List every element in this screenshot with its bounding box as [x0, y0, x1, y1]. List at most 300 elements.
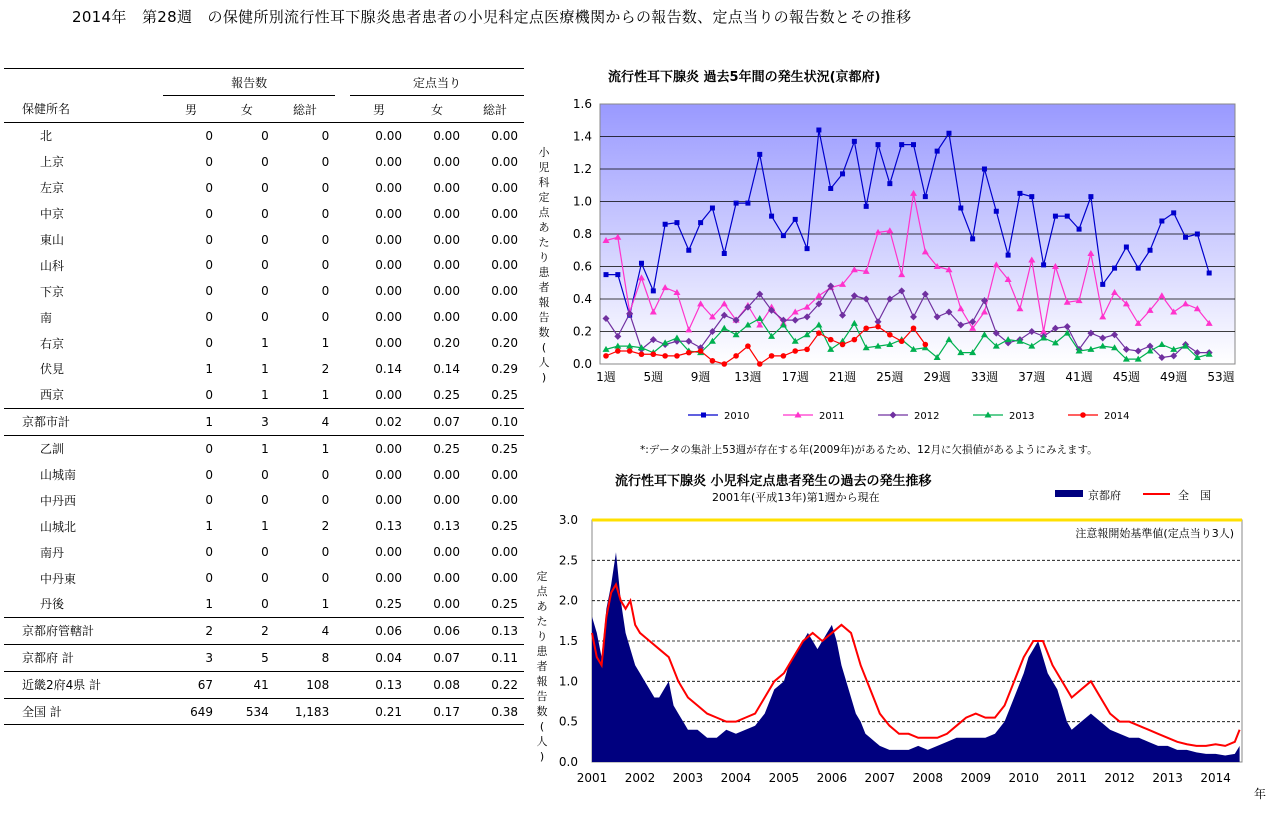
row-total: 4 [321, 623, 330, 638]
row-name: 京都市計 [22, 415, 71, 430]
row-name: 近畿2府4県 計 [22, 678, 102, 693]
data-point [615, 272, 620, 277]
row-female: 5 [261, 650, 269, 665]
row-male-per: 0.02 [375, 414, 402, 429]
row-total-per: 0.00 [491, 206, 518, 221]
table-row [4, 487, 524, 513]
table-row [4, 671, 524, 698]
threshold-label: 注意報開始基準値(定点当り3人) [1075, 527, 1234, 540]
y-tick-label: 2.5 [558, 553, 578, 568]
x-tick-label: 2001 [576, 771, 608, 785]
ylabel-char: 告 [536, 690, 548, 703]
row-total-per: 0.38 [491, 704, 518, 719]
row-female: 0 [261, 180, 269, 195]
x-tick-label: 33週 [970, 370, 999, 384]
data-point [769, 214, 774, 219]
data-point [639, 351, 645, 357]
row-female: 1 [261, 519, 269, 534]
legend-label: 京都府 [1088, 489, 1121, 502]
data-point [698, 220, 703, 225]
row-male-per: 0.00 [375, 571, 402, 586]
data-point [757, 152, 762, 157]
row-male: 1 [205, 596, 213, 611]
data-point [698, 348, 704, 354]
data-point [805, 246, 810, 251]
y-tick-label: 0.5 [558, 714, 578, 729]
row-female-per: 0.07 [433, 650, 460, 665]
row-female-per: 0.20 [433, 336, 460, 351]
table-row [4, 278, 524, 304]
table-row [4, 149, 524, 175]
row-female-per: 0.07 [433, 414, 460, 429]
legend-marker [1080, 412, 1086, 418]
row-male: 1 [205, 414, 213, 429]
x-tick-label: 2014 [1200, 771, 1231, 785]
ylabel-char: あ [536, 600, 548, 613]
row-female: 0 [261, 467, 269, 482]
table-row [4, 435, 524, 461]
row-male: 0 [205, 310, 213, 325]
row-name: 中京 [40, 207, 65, 222]
row-female: 1 [261, 441, 269, 456]
col-male: 男 [185, 102, 198, 117]
table-row [4, 201, 524, 227]
row-total: 1 [321, 336, 330, 351]
row-name: 南 [40, 310, 53, 325]
table-row [4, 408, 524, 435]
col-female-per: 女 [430, 102, 443, 117]
row-female-per: 0.00 [433, 571, 460, 586]
chart2-ylabel [537, 570, 549, 763]
row-name: 右京 [40, 336, 65, 351]
y-tick-label: 3.0 [558, 513, 578, 527]
data-point [1088, 194, 1093, 199]
ylabel-char: た [538, 236, 550, 249]
x-tick-label: 2003 [672, 771, 704, 785]
row-total-per: 0.00 [491, 571, 518, 586]
row-name: 北 [40, 129, 53, 144]
row-name: 左京 [40, 181, 65, 196]
data-point [721, 361, 727, 367]
chart2 [530, 486, 1270, 816]
row-total: 0 [321, 571, 330, 586]
row-female-per: 0.00 [433, 258, 460, 273]
ylabel-char: 定 [538, 191, 550, 204]
data-point [769, 353, 775, 359]
row-name: 中丹西 [40, 493, 77, 508]
table-row [4, 252, 524, 278]
ylabel-char: ) [539, 750, 545, 763]
row-male: 0 [205, 206, 213, 221]
row-total: 1 [321, 387, 330, 402]
data-point [1100, 282, 1105, 287]
row-total-per: 0.00 [491, 467, 518, 482]
row-female: 0 [261, 128, 269, 143]
x-tick-label: 2004 [720, 771, 752, 785]
x-tick-label: 2008 [912, 771, 944, 785]
data-point [793, 217, 798, 222]
row-female: 0 [261, 258, 269, 273]
data-point [1077, 227, 1082, 232]
data-point [864, 204, 869, 209]
table-row [4, 591, 524, 617]
data-point [1183, 235, 1188, 240]
table-row [4, 462, 524, 488]
x-tick-label: 2005 [768, 771, 800, 785]
row-name: 上京 [40, 155, 65, 170]
row-female-per: 0.25 [433, 441, 460, 456]
data-point [1053, 214, 1058, 219]
row-male-per: 0.06 [375, 623, 402, 638]
data-point [792, 348, 798, 354]
row-male-per: 0.00 [375, 310, 402, 325]
row-total: 0 [321, 493, 330, 508]
row-male-per: 0.00 [375, 128, 402, 143]
row-total: 0 [321, 154, 330, 169]
table-row [4, 513, 524, 539]
row-male: 0 [205, 336, 213, 351]
row-female: 0 [261, 310, 269, 325]
row-male-per: 0.21 [375, 704, 402, 719]
data-point [911, 325, 917, 331]
y-tick-label: 1.4 [572, 129, 592, 144]
data-point [651, 351, 657, 357]
data-point [722, 251, 727, 256]
chart1-ylabel [539, 145, 551, 384]
row-total: 0 [321, 180, 330, 195]
table-row [4, 617, 524, 644]
row-total: 1 [321, 596, 330, 611]
row-male-per: 0.00 [375, 387, 402, 402]
legend-label: 2013 [1009, 411, 1035, 422]
data-point [982, 167, 987, 172]
row-female: 0 [261, 571, 269, 586]
data-point [852, 337, 858, 343]
ylabel-char: 定 [536, 570, 548, 583]
row-male-per: 0.14 [375, 361, 402, 376]
data-point [1006, 253, 1011, 258]
data-point [757, 361, 763, 367]
row-female-per: 0.00 [433, 467, 460, 482]
y-tick-label: 1.2 [572, 162, 592, 176]
row-total-per: 0.00 [491, 493, 518, 508]
data-point [923, 194, 928, 199]
row-male: 2 [205, 623, 213, 638]
row-male: 0 [205, 284, 213, 299]
row-name: 京都府管轄計 [22, 624, 95, 639]
x-axis-label: 年 [1254, 787, 1267, 801]
ylabel-char: 小 [538, 146, 550, 159]
x-tick-label: 5週 [643, 370, 664, 384]
data-point [733, 353, 739, 359]
row-male-per: 0.00 [375, 206, 402, 221]
ylabel-char: ) [541, 371, 547, 384]
page-title: 2014年 第28週 の保健所別流行性耳下腺炎患者患者の小児科定点医療機関からの報告数、定点当りの報告数とその推移 [72, 8, 912, 26]
data-point [958, 206, 963, 211]
row-total: 2 [321, 519, 330, 534]
data-point [1124, 245, 1129, 250]
row-male-per: 0.13 [375, 677, 402, 692]
legend-entry [1055, 488, 1121, 502]
row-total-per: 0.00 [491, 154, 518, 169]
data-point [887, 181, 892, 186]
legend-marker [1055, 490, 1083, 497]
row-name: 西京 [40, 388, 65, 403]
header-blank [4, 69, 163, 96]
data-point [686, 248, 691, 253]
data-point [734, 201, 739, 206]
row-female-per: 0.14 [433, 361, 460, 376]
ylabel-char: り [536, 630, 548, 643]
data-point [1017, 191, 1022, 196]
row-female: 1 [261, 336, 269, 351]
ylabel-char: 報 [536, 675, 548, 688]
row-total-per: 0.29 [491, 361, 518, 376]
row-female: 0 [261, 545, 269, 560]
data-point [840, 171, 845, 176]
data-point [1207, 271, 1212, 276]
row-male: 0 [205, 154, 213, 169]
col-total-per: 総計 [482, 102, 507, 117]
ylabel-char: 児 [538, 161, 550, 174]
row-male: 0 [205, 258, 213, 273]
row-female-per: 0.00 [433, 180, 460, 195]
y-tick-label: 0.6 [572, 259, 592, 274]
row-male: 0 [205, 232, 213, 247]
legend-entry [688, 411, 749, 422]
row-male-per: 0.00 [375, 154, 402, 169]
row-male: 0 [205, 128, 213, 143]
row-female: 41 [253, 677, 269, 692]
row-male: 3 [205, 650, 213, 665]
row-male-per: 0.00 [375, 336, 402, 351]
data-point [745, 201, 750, 206]
table-row [4, 227, 524, 253]
x-tick-label: 2002 [624, 771, 656, 785]
data-point [970, 236, 975, 241]
x-tick-label: 53週 [1207, 370, 1235, 384]
row-male-per: 0.00 [375, 493, 402, 508]
data-point [1148, 248, 1153, 253]
row-female-per: 0.00 [433, 284, 460, 299]
data-point [923, 342, 929, 348]
ylabel-char: 告 [538, 311, 550, 324]
ylabel-char: 数 [538, 326, 550, 339]
ylabel-char: 点 [536, 585, 548, 598]
row-female-per: 0.08 [433, 677, 460, 692]
x-tick-label: 2012 [1104, 771, 1135, 785]
x-tick-label: 21週 [828, 370, 857, 384]
y-tick-label: 2.0 [558, 593, 578, 608]
ylabel-char: 点 [538, 206, 550, 219]
ylabel-char: 者 [538, 281, 550, 294]
header-reports: 報告数 [163, 69, 335, 96]
row-name: 中丹東 [40, 571, 77, 586]
table-row [4, 382, 524, 408]
row-male: 0 [205, 571, 213, 586]
x-tick-label: 9週 [690, 370, 711, 384]
data-point [639, 261, 644, 266]
data-point [674, 353, 680, 359]
data-point [804, 347, 810, 353]
row-name: 京都府 計 [22, 651, 74, 666]
legend-label: 2010 [724, 411, 750, 422]
data-point [604, 272, 609, 277]
data-point [1195, 232, 1200, 237]
ylabel-char: 人 [538, 356, 550, 369]
ylabel-char: 数 [536, 705, 548, 718]
row-female-per: 0.06 [433, 623, 460, 638]
row-female: 0 [261, 206, 269, 221]
data-point [994, 209, 999, 214]
row-male: 67 [197, 677, 213, 692]
table-row [4, 175, 524, 201]
row-name: 南丹 [40, 545, 65, 560]
data-point [1159, 219, 1164, 224]
chart2-subtitle: 2001年(平成13年)第1週から現在 [712, 491, 880, 504]
data-point [745, 343, 751, 349]
report-table [4, 68, 524, 725]
table-row [4, 123, 524, 149]
row-female: 3 [261, 414, 269, 429]
row-male: 0 [205, 493, 213, 508]
row-total-per: 0.25 [491, 387, 518, 402]
row-male-per: 0.00 [375, 441, 402, 456]
row-total-per: 0.00 [491, 310, 518, 325]
data-point [816, 128, 821, 133]
row-total: 1 [321, 441, 330, 456]
row-female-per: 0.25 [433, 387, 460, 402]
row-female: 0 [261, 596, 269, 611]
row-total: 2 [321, 361, 330, 376]
ylabel-char: た [536, 615, 548, 628]
row-name: 山城南 [40, 468, 77, 483]
x-tick-label: 2006 [816, 771, 848, 785]
x-tick-label: 29週 [923, 370, 951, 384]
row-male: 1 [205, 361, 213, 376]
data-point [887, 332, 893, 338]
row-name: 東山 [40, 233, 65, 247]
legend-entry [783, 411, 844, 422]
row-total: 108 [306, 677, 330, 692]
row-total-per: 0.13 [491, 623, 518, 638]
ylabel-char: 科 [538, 176, 550, 189]
x-tick-label: 2009 [960, 771, 992, 785]
ylabel-char: 患 [538, 266, 550, 279]
row-male-per: 0.00 [375, 284, 402, 299]
row-female-per: 0.00 [433, 310, 460, 325]
legend-entry [1143, 488, 1211, 502]
chart1-note: *:データの集計上53週が存在する年(2009年)があるため、12月に欠損値があるようにみえます。 [640, 444, 1098, 456]
chart1-title: 流行性耳下腺炎 過去5年間の発生状況(京都府) [608, 70, 881, 85]
data-point [876, 142, 881, 147]
row-female: 534 [245, 704, 269, 719]
data-point [875, 324, 881, 330]
row-total: 1,183 [294, 704, 330, 719]
y-tick-label: 1.5 [558, 634, 578, 648]
legend-entry [878, 411, 939, 422]
row-name: 全国 計 [22, 705, 62, 720]
row-female: 0 [261, 493, 269, 508]
data-point [828, 337, 834, 343]
x-tick-label: 1週 [596, 370, 616, 384]
data-point [674, 220, 679, 225]
x-tick-label: 37週 [1018, 370, 1046, 384]
row-total-per: 0.00 [491, 545, 518, 560]
col-female: 女 [240, 102, 253, 117]
row-name: 山城北 [40, 519, 77, 534]
legend-entry [973, 411, 1034, 422]
row-total: 0 [321, 310, 330, 325]
row-male-per: 0.00 [375, 545, 402, 560]
row-female: 0 [261, 284, 269, 299]
row-total-per: 0.00 [491, 180, 518, 195]
row-total-per: 0.00 [491, 128, 518, 143]
row-male: 649 [190, 704, 213, 719]
x-tick-label: 13週 [734, 370, 762, 384]
row-name: 丹後 [40, 597, 65, 612]
data-point [615, 348, 621, 354]
row-female-per: 0.00 [433, 596, 460, 611]
row-female: 2 [261, 623, 269, 638]
data-point [863, 325, 869, 331]
row-total: 0 [321, 284, 330, 299]
data-point [852, 139, 857, 144]
legend-marker [890, 412, 897, 419]
legend-marker [701, 413, 706, 418]
col-male-per: 男 [372, 102, 385, 117]
row-female-per: 0.00 [433, 154, 460, 169]
table-row [4, 330, 524, 356]
x-tick-label: 17週 [781, 370, 809, 384]
row-total: 8 [321, 650, 330, 665]
row-name: 伏見 [40, 362, 65, 377]
row-female-per: 0.17 [433, 704, 460, 719]
ylabel-char: 報 [538, 296, 550, 309]
row-male: 1 [205, 519, 213, 534]
row-name: 山科 [40, 258, 65, 273]
legend-label: 2011 [819, 411, 845, 422]
row-female-per: 0.00 [433, 232, 460, 247]
data-point [899, 338, 905, 344]
ylabel-char: あ [538, 221, 550, 234]
row-total-per: 0.00 [491, 284, 518, 299]
row-total-per: 0.25 [491, 441, 518, 456]
x-tick-label: 2010 [1008, 771, 1040, 785]
data-point [1112, 266, 1117, 271]
row-male-per: 0.13 [375, 519, 402, 534]
header-per-site: 定点当り [350, 69, 524, 96]
chart2-title: 流行性耳下腺炎 小児科定点患者発生の過去の発生推移 [615, 474, 932, 489]
row-male: 0 [205, 545, 213, 560]
ylabel-char: ( [539, 720, 545, 733]
col-name: 保健所名 [22, 102, 71, 117]
row-total-per: 0.10 [491, 414, 518, 429]
row-female-per: 0.00 [433, 493, 460, 508]
x-tick-label: 41週 [1065, 370, 1093, 384]
ylabel-char: 人 [536, 735, 548, 748]
table-row [4, 539, 524, 565]
data-point [935, 149, 940, 154]
row-total-per: 0.25 [491, 596, 518, 611]
ylabel-char: 者 [536, 660, 548, 673]
data-point [603, 353, 609, 359]
row-total: 0 [321, 128, 330, 143]
row-total: 0 [321, 232, 330, 247]
x-tick-label: 2007 [864, 771, 896, 785]
row-male-per: 0.25 [375, 596, 402, 611]
row-total-per: 0.22 [491, 677, 518, 692]
